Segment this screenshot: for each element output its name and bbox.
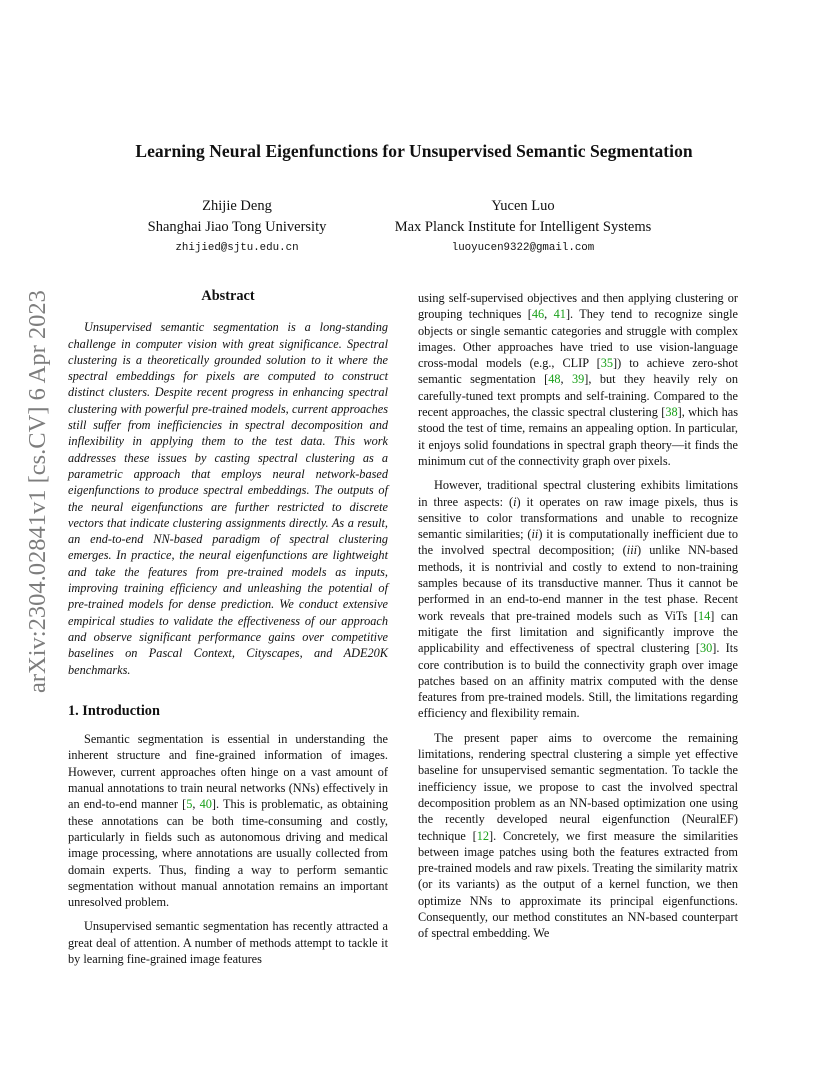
author-block-2 bbox=[370, 196, 676, 258]
citation-link[interactable]: 12 bbox=[476, 828, 489, 843]
right-paragraph-3 bbox=[418, 730, 738, 942]
intro-paragraph-2: Unsupervised semantic segmentation has recently attracted a great deal of attention. A number of methods attempt to tackle it by learning fine-grained image features bbox=[68, 919, 388, 966]
citation-link[interactable]: 46 bbox=[531, 307, 545, 322]
right-column bbox=[418, 290, 738, 950]
abstract-text: Unsupervised semantic segmentation is a long-standing challenge in computer vision with great significance. Spectral clustering is a theoretically grounded solution to it where the spectral embeddings for pixels are computed to construct distinct clusters. Despite recent progress in enhancing spectral clustering with powerful pre-trained models, current approaches still suffer from inefficiencies in spectral decomposition and inflexibility in applying them to the test data. This work addresses these issues by casting spectral clustering as a parametric approach that employs neural network-based eigenfunctions to produce spectral embeddings. The outputs of the neural eigenfunctions are further restricted to discrete vectors that indicate clustering assignments directly. As a result, an end-to-end NN-based paradigm of spectral clustering emerges. In practice, the neural eigenfunctions are lightweight and take the features from pre-trained models as inputs, improving training efficiency and unleashing the potential of pre-trained models for dense prediction. We conduct extensive empirical studies to validate the effectiveness of our approach and observe significant performance gains over competitive baselines on Pascal Context, Cityscapes, and ADE20K benchmarks. bbox=[68, 320, 388, 677]
author-affiliation: Max Planck Institute for Intelligent Systems bbox=[394, 219, 652, 235]
left-column bbox=[68, 288, 388, 975]
citation-link[interactable]: 40 bbox=[199, 797, 212, 812]
text-run: ]. This is problematic, as obtaining these annotations can be both time-consuming and costly, particularly in fields such as autonomous driving and medical image processing, where annotations are usually collected from domain experts. Thus, finding a way to perform semantic segmentation without manual annotation remains an important unresolved problem. bbox=[68, 797, 388, 910]
citation-link[interactable]: 41 bbox=[553, 307, 566, 322]
arxiv-stamp: arXiv:2304.02841v1 [cs.CV] 6 Apr 2023 bbox=[24, 290, 51, 693]
paper-title: Learning Neural Eigenfunctions for Unsupervised Semantic Segmentation bbox=[135, 141, 693, 161]
citation-link[interactable]: 5 bbox=[186, 797, 193, 812]
citation-link[interactable]: 38 bbox=[665, 405, 678, 420]
text-run: ], which has stood the test of time, remains an appealing option. In particular, it enjoys solid foundations in spectral graph theory—it finds the minimum cut of the connectivity graph over pixels. bbox=[418, 405, 738, 468]
text-run: The present paper aims to overcome the remaining limitations, rendering spectral clustering a simple yet effective baseline for unsupervised semantic segmentation. To tackle the inefficiency issue, we propose to cast the involved spectral decomposition problem as an NN-based optimization one using the recently developed neural eigenfunction (NeuralEF) technique [ bbox=[418, 730, 738, 843]
author-name: Yucen Luo bbox=[491, 198, 555, 214]
author-email[interactable]: luoyucen9322@gmail.com bbox=[451, 242, 595, 254]
text-run: using self-supervised objectives and then applying clustering or grouping techniques [ bbox=[418, 291, 738, 322]
section-heading-introduction: 1. Introduction bbox=[68, 702, 160, 719]
text-run: ] can mitigate the first limitation and significantly improve the applicability and effectiveness of spectral clustering [ bbox=[418, 608, 738, 656]
right-paragraph-1: using self-supervised objectives and then applying clustering or grouping techniques [46, 41]. They tend to recognize single objects or single semantic categories and struggle with complex images. Other approaches have tried to use vision-language cross-modal models (e.g., CLIP [35]) to achieve zero-shot semantic segmentation [48, 39], but they heavily rely on carefully-tuned text prompts and self-training. Compared to the recent approaches, the classic spectral clustering [38], which has stood the test of time, remains an appealing option. In particular, it enjoys solid foundations in spectral graph theory—it finds the minimum cut of the connectivity graph over pixels. bbox=[418, 291, 739, 468]
citation-link[interactable]: 30 bbox=[699, 641, 713, 656]
text-run: ) it is computationally inefficient due to the involved spectral decomposition; ( bbox=[418, 527, 738, 558]
roman-numeral: iii bbox=[626, 543, 638, 558]
intro-paragraph-1: Semantic segmentation is essential in understanding the inherent structure and fine-grained information of images. However, current approaches often hinge on a vast amount of manual annotations to train neural networks (NNs) effectively in an end-to-end manner [5, 40]. This is problematic, as obtaining these annotations can be both time-consuming and costly, particularly in fields such as autonomous driving and medical image processing, where annotations are usually collected from domain experts. Thus, finding a way to perform semantic segmentation without manual annotation remains an important unresolved problem. bbox=[68, 732, 388, 910]
roman-numeral: ii bbox=[531, 527, 539, 542]
citation-link[interactable]: 39 bbox=[571, 372, 585, 387]
text-run: ]. Its core contribution is to build the connectivity graph over image patches based on an affinity matrix computed with the dense features from pre-trained models. Still, the limitations regarding efficiency and flexibility remain. bbox=[418, 641, 738, 721]
text-run: ]) to achieve zero-shot semantic segmentation [ bbox=[418, 356, 738, 387]
text-run: Semantic segmentation is essential in understanding the inherent structure and fine-grained information of images. However, current approaches often hinge on a vast amount of manual annotations to train neural networks (NNs) effectively in an end-to-end manner [ bbox=[68, 732, 388, 812]
author-block-1 bbox=[112, 196, 362, 258]
citation-link[interactable]: 35 bbox=[600, 356, 614, 371]
text-run: ) unlike NN-based methods, it is nontrivial and costly to extend to non-training samples because of its transductive manner. Thus it cannot be performed in an end-to-end manner in the test phase. Recent work reveals that pre-trained models such as ViTs [ bbox=[418, 543, 738, 623]
author-email[interactable]: zhijied@sjtu.edu.cn bbox=[175, 242, 299, 254]
text-run: ]. Concretely, we first measure the similarities between image patches using both the features extracted from pre-trained models and raw pixels. Treating the similarity matrix (or its variants) as the output of a kernel function, we then optimize NNs to approximate its principal eigenfunctions. Consequently, our method constitutes an NN-based counterpart of spectral embedding. We bbox=[418, 828, 738, 941]
author-affiliation: Shanghai Jiao Tong University bbox=[147, 219, 327, 235]
text-run: ) it operates on raw image pixels, thus is sensitive to color transformations and unable to recognize semantic similarities; ( bbox=[418, 494, 739, 542]
abstract-heading: Abstract bbox=[201, 288, 255, 304]
author-name: Zhijie Deng bbox=[202, 198, 272, 214]
roman-numeral: i bbox=[513, 494, 517, 509]
citation-link[interactable]: 48 bbox=[548, 372, 561, 387]
text-run: ], but they heavily rely on carefully-tuned text prompts and self-training. Compared to the recent approaches, the classic spectral clustering [ bbox=[418, 372, 738, 420]
text-run: However, traditional spectral clustering exhibits limitations in three aspects: ( bbox=[418, 478, 738, 509]
citation-link[interactable]: 14 bbox=[698, 608, 711, 623]
right-paragraph-2 bbox=[418, 477, 738, 721]
text-run: ]. They tend to recognize single objects or single semantic categories and struggle with complex images. Other approaches have tried to use vision-language cross-modal models (e.g., CLIP [ bbox=[418, 307, 739, 371]
